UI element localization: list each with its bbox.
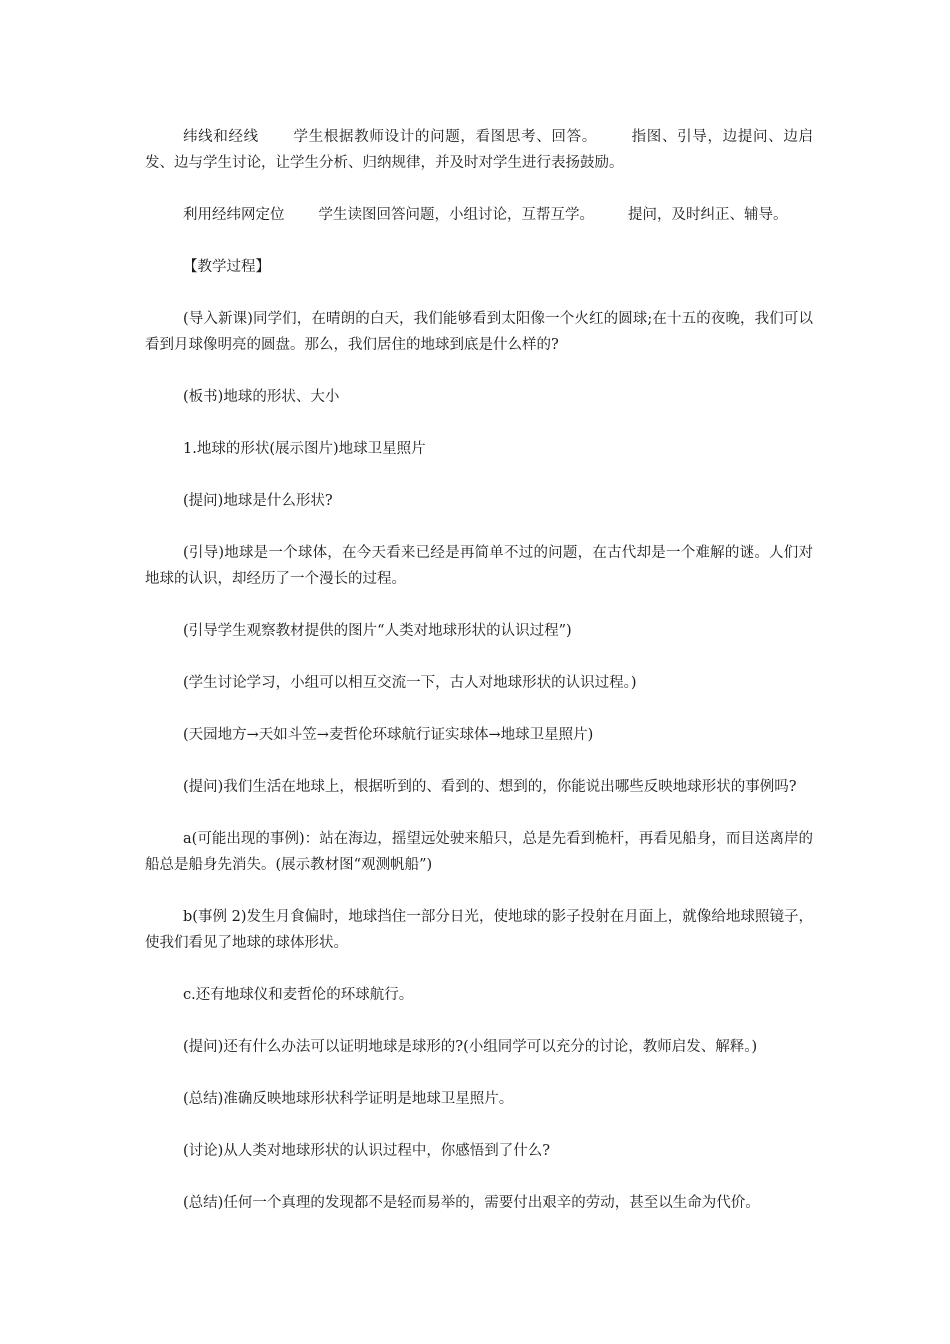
paragraph: (提问)我们生活在地球上，根据听到的、看到的、想到的，你能说出哪些反映地球形状的事例吗?: [183, 779, 797, 795]
paragraph: b(事例 2)发生月食偏时，地球挡住一部分日光，使地球的影子投射在月面上，就像给地球照镜子，使我们看见了地球的球体形状。: [145, 909, 813, 951]
row-teacher-activity: 提问，及时纠正、辅导。: [628, 207, 788, 223]
paragraph: (总结)任何一个真理的发现都不是轻而易举的，需要付出艰辛的劳动，甚至以生命为代价。: [183, 1195, 760, 1211]
row-topic: 利用经纬网定位: [183, 207, 285, 223]
row-topic: 纬线和经线: [183, 129, 259, 145]
paragraph: (提问)还有什么办法可以证明地球是球形的?(小组同学可以充分的讨论，教师启发、解释。): [183, 1039, 758, 1055]
paragraph: (导入新课)同学们，在晴朗的白天，我们能够看到太阳像一个火红的圆球;在十五的夜晚，我们可以看到月球像明亮的圆盘。那么，我们居住的地球到底是什么样的?: [145, 311, 813, 353]
row-teacher-activity: 指图、引导，边提问、边启发、边与学生讨论，让学生分析、归纳规律，并及时对学生进行表扬鼓励。: [145, 129, 814, 171]
paragraph: c.还有地球仪和麦哲伦的环球航行。: [183, 987, 414, 1003]
paragraph: (天园地方→天如斗笠→麦哲伦环球航行证实球体→地球卫星照片): [183, 727, 594, 743]
paragraph: (引导)地球是一个球体，在今天看来已经是再简单不过的问题，在古代却是一个难解的谜。人们对地球的认识，却经历了一个漫长的过程。: [145, 545, 813, 587]
row-student-activity: 学生根据教师设计的问题，看图思考、回答。: [292, 129, 597, 145]
paragraph: (讨论)从人类对地球形状的认识过程中，你感悟到了什么?: [183, 1143, 551, 1159]
table-row-grid-positioning: [145, 202, 813, 228]
paragraph: 1.地球的形状(展示图片)地球卫星照片: [183, 441, 426, 457]
paragraph: (学生讨论学习，小组可以相互交流一下，古人对地球形状的认识过程。): [183, 675, 637, 691]
section-heading: 【教学过程】: [183, 259, 270, 275]
paragraph: (板书)地球的形状、大小: [183, 389, 340, 405]
paragraph: a(可能出现的事例)：站在海边，摇望远处驶来船只，总是先看到桅杆，再看见船身，而目送离岸的船总是船身先消失。(展示教材图“观测帆船”): [145, 831, 813, 873]
document-page: [145, 124, 813, 1242]
paragraph: (提问)地球是什么形状?: [183, 493, 333, 509]
paragraph: (总结)准确反映地球形状科学证明是地球卫星照片。: [183, 1091, 514, 1107]
row-student-activity: 学生读图回答问题，小组讨论，互帮互学。: [318, 207, 594, 223]
table-row-latitude-longitude: [145, 124, 813, 176]
paragraph: (引导学生观察教材提供的图片“人类对地球形状的认识过程”): [183, 623, 572, 639]
